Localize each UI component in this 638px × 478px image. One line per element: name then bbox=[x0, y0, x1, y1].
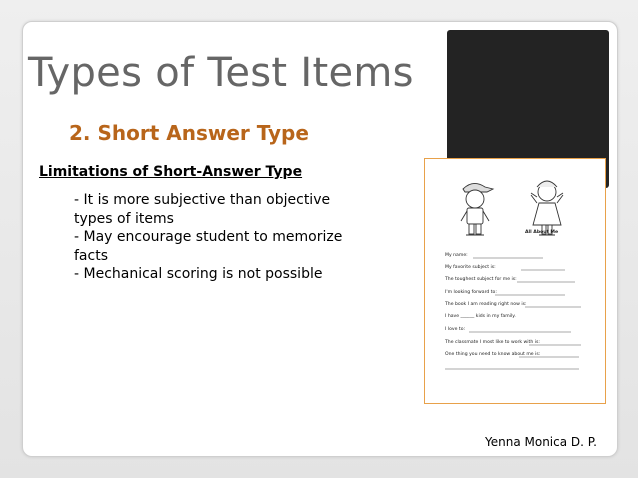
bullet-line: - May encourage student to memorize bbox=[74, 229, 343, 245]
worksheet-heading: All About Me bbox=[525, 230, 559, 235]
worksheet-line: One thing you need to know about me is: bbox=[445, 352, 541, 357]
boy-cartoon-icon bbox=[461, 183, 493, 235]
worksheet-drawing bbox=[425, 159, 607, 405]
slide-title: Types of Test Items bbox=[28, 50, 414, 96]
worksheet-line: My name: bbox=[445, 253, 468, 258]
worksheet-line: The book I am reading right now is: bbox=[445, 302, 527, 307]
bullet-line: - Mechanical scoring is not possible bbox=[74, 266, 323, 282]
bullet-line: types of items bbox=[74, 210, 174, 227]
author-name: Yenna Monica D. P. bbox=[485, 435, 597, 449]
limitations-list bbox=[74, 191, 394, 284]
worksheet-line: The toughest subject for me is: bbox=[445, 277, 517, 282]
worksheet-line: My favorite subject is: bbox=[445, 265, 496, 270]
slide-subtitle: 2. Short Answer Type bbox=[69, 121, 309, 145]
worksheet-image bbox=[424, 158, 606, 404]
worksheet-line: I'm looking forward to: bbox=[445, 290, 497, 295]
worksheet-line: I have ______ kids in my family. bbox=[445, 314, 516, 319]
worksheet-line: The classmate I most like to work with is: bbox=[445, 340, 540, 345]
bullet-line: - It is more subjective than objective bbox=[74, 192, 331, 208]
section-heading: Limitations of Short-Answer Type bbox=[39, 164, 303, 180]
bullet-line: facts bbox=[74, 247, 108, 264]
girl-cartoon-icon bbox=[531, 181, 563, 235]
slide bbox=[22, 21, 618, 457]
worksheet-line: I love to: bbox=[445, 327, 466, 332]
